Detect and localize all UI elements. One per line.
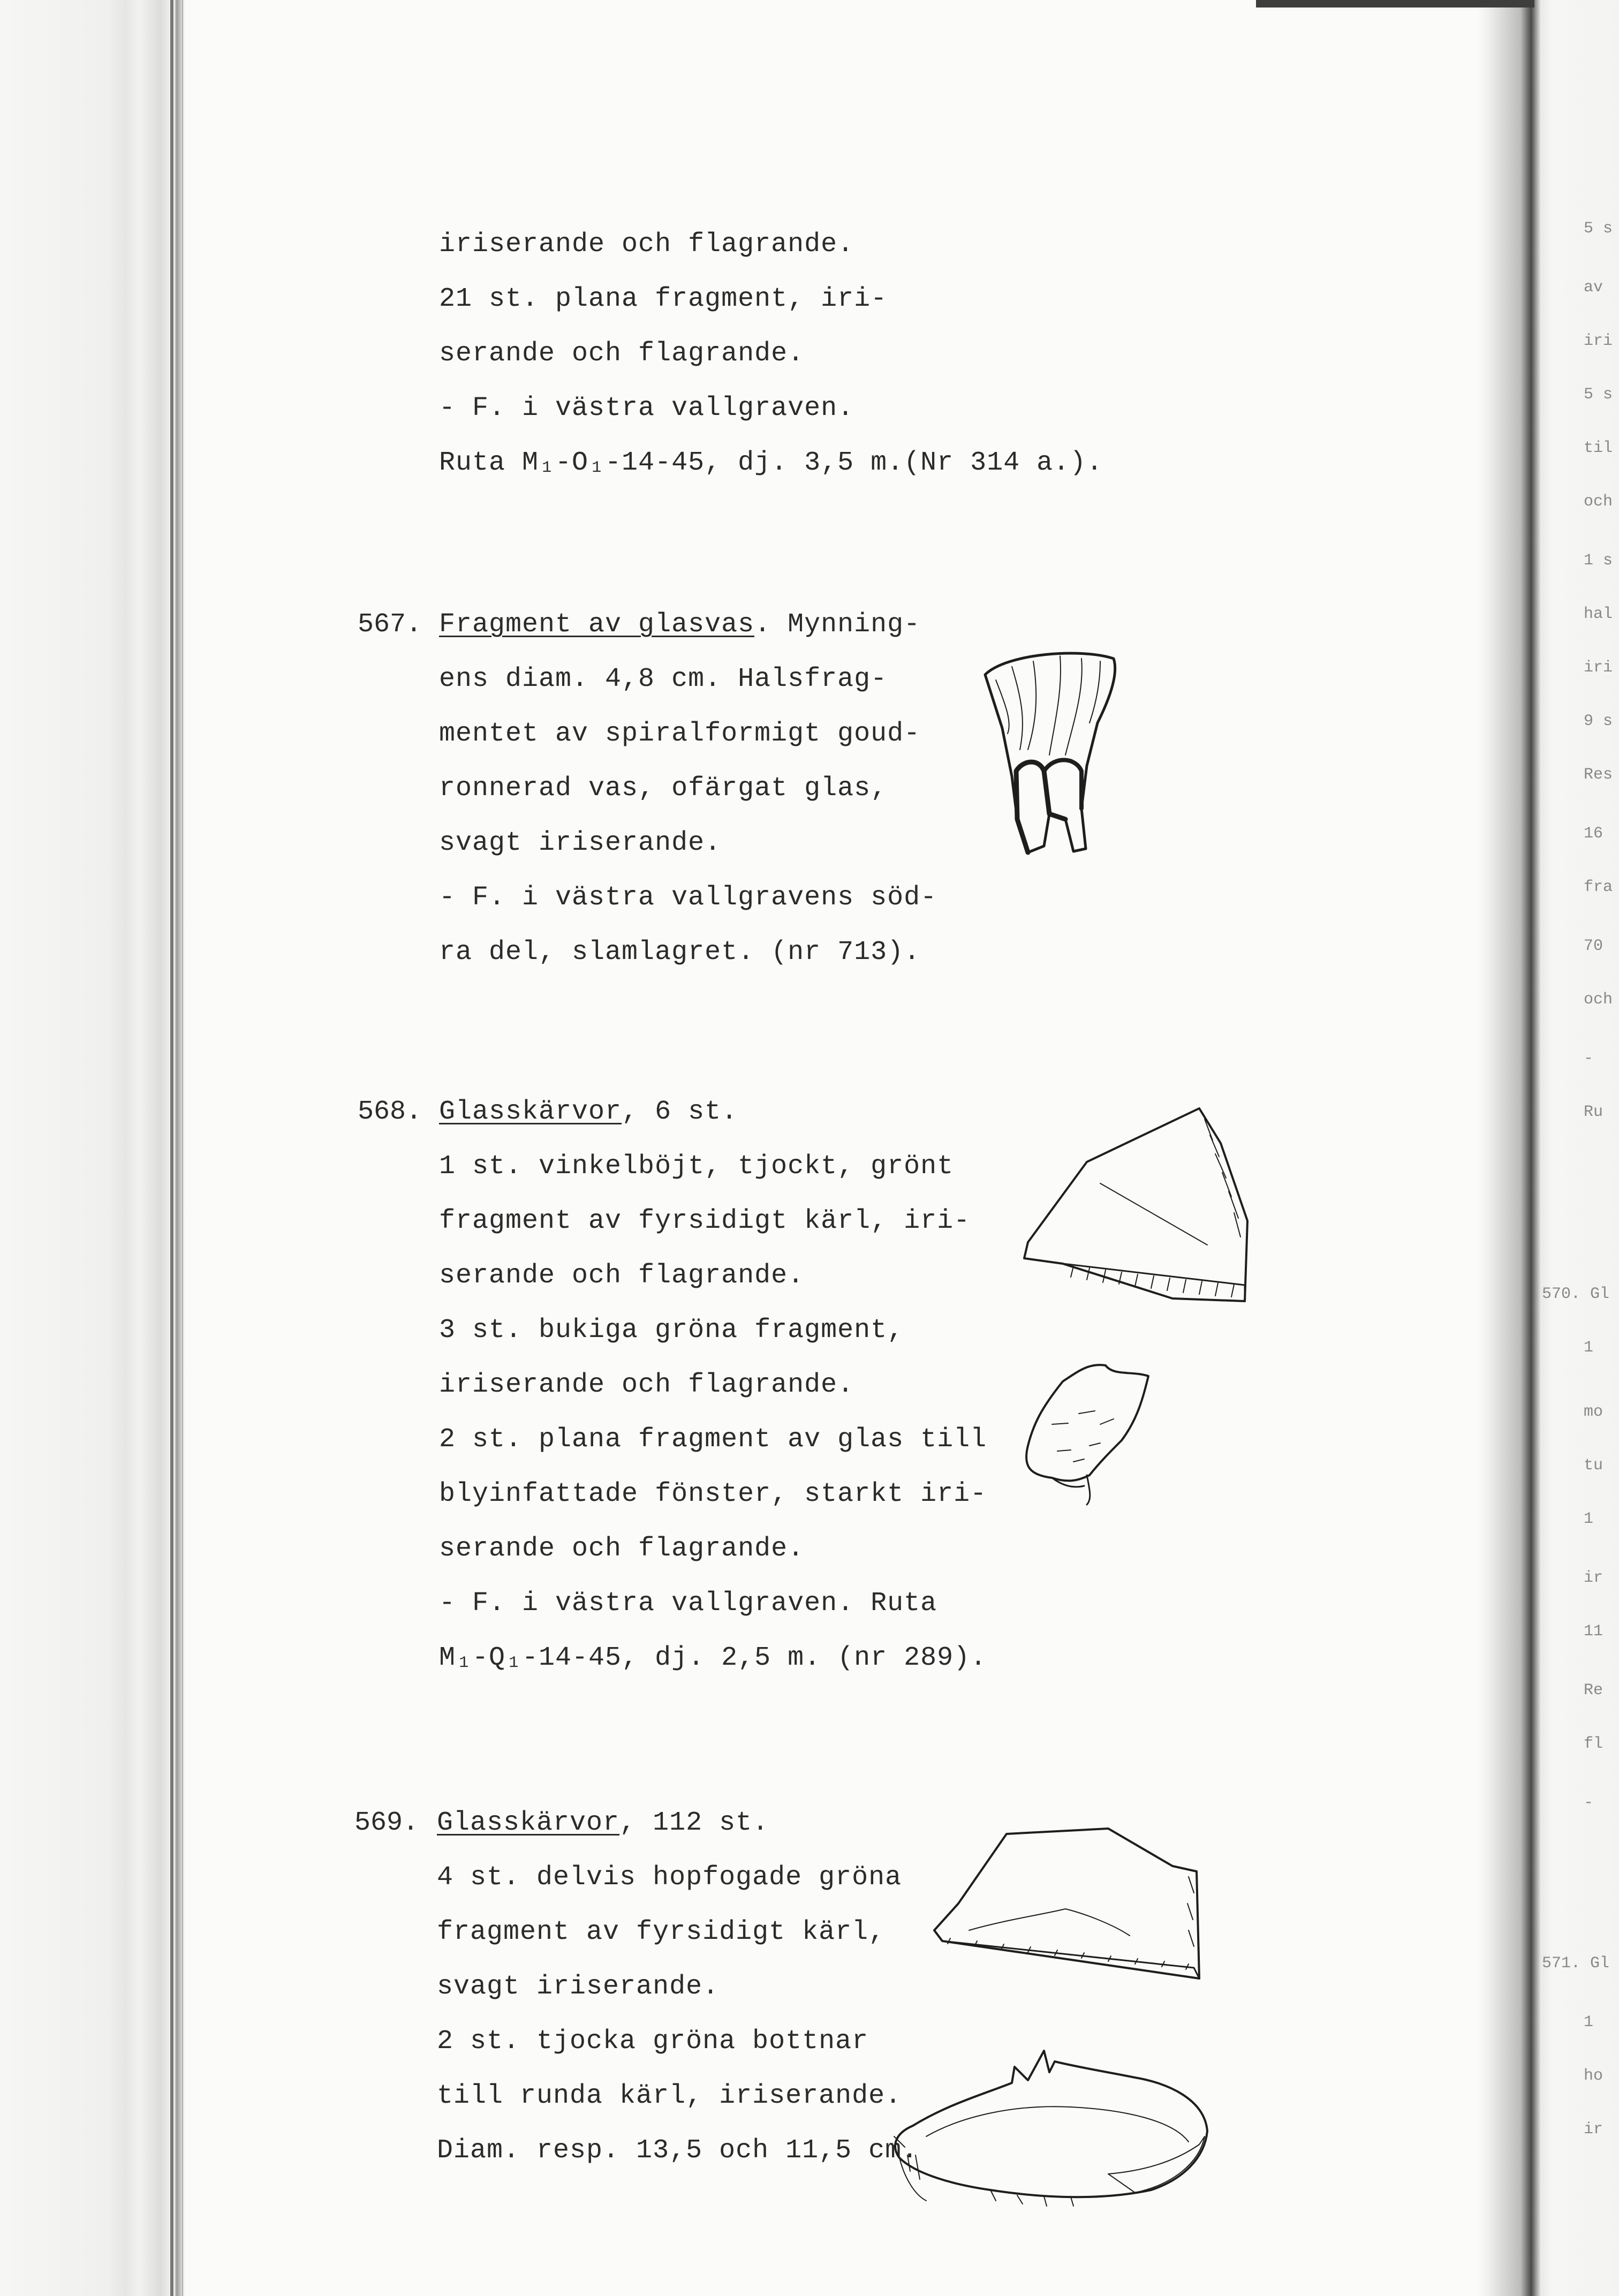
text-line: M₁-Q₁-14-45, dj. 2,5 m. (nr 289). [439,1643,987,1673]
entry-number: 567. [358,609,422,640]
angled-fragment-drawing [1020,1103,1255,1312]
entry-title: Glasskärvor [437,1808,620,1838]
adjacent-page-fragment: 1 [1584,1510,1594,1528]
adjacent-page-fragment: Res [1584,766,1613,784]
text-line: 21 st. plana fragment, iri- [439,284,888,314]
text-line: serande och flagrande. [439,1534,805,1564]
text-line: - F. i västra vallgraven. Ruta [439,1588,937,1619]
text-line: blyinfattade fönster, starkt iri- [439,1479,987,1509]
adjacent-page-fragment: fl [1584,1735,1603,1753]
text-line: Diam. resp. 13,5 och 11,5 cm. [437,2135,919,2166]
bulged-fragment-drawing [1020,1360,1159,1510]
entry-title: Glasskärvor [439,1097,622,1127]
adjacent-page-fragment: 1 [1584,2013,1594,2031]
gutter-edge-line [170,0,173,2296]
text-line: - F. i västra vallgraven. [439,393,854,424]
adjacent-page-fragment: 5 s [1584,220,1613,238]
adjacent-page-fragment: och [1584,991,1613,1009]
adjacent-page-fragment: 11 [1584,1622,1603,1641]
text-line: 4 st. delvis hopfogade gröna [437,1862,902,1893]
book-gutter [0,0,193,2296]
text-line: ronnerad vas, ofärgat glas, [439,773,888,804]
text-line: serande och flagrande. [439,338,805,369]
page-top-shadow [1256,0,1534,7]
entry-heading [439,1097,738,1127]
adjacent-page-fragment: 16 [1584,825,1603,843]
text-line: Ruta M₁-O₁-14-45, dj. 3,5 m.(Nr 314 a.). [439,448,1103,478]
adjacent-page-fragment: iri [1584,659,1613,677]
text-line: 2 st. tjocka gröna bottnar [437,2026,869,2057]
text-line: fragment av fyrsidigt kärl, [437,1917,886,1947]
text-line: 2 st. plana fragment av glas till [439,1424,987,1455]
adjacent-page-fragment: 1 [1584,1339,1594,1357]
adjacent-page-fragment: 5 s [1584,386,1613,404]
text-line: mentet av spiralformigt goud- [439,719,921,749]
entry-number: 569. [354,1808,419,1838]
text-line: iriserande och flagrande. [439,1370,854,1400]
adjacent-page-fragment: fra [1584,878,1613,896]
adjacent-page-fragment: 571. Gl [1542,1954,1610,1973]
text-line: iriserande och flagrande. [439,229,854,260]
entry-heading [437,1808,769,1838]
entry-number: 568. [358,1097,422,1127]
text-line: ens diam. 4,8 cm. Halsfrag- [439,664,888,694]
adjacent-page-fragment: til [1584,439,1613,457]
four-sided-vessel-fragment-drawing [926,1823,1205,1995]
adjacent-page-fragment: tu [1584,1456,1603,1475]
text-line: - F. i västra vallgravens söd- [439,882,937,913]
adjacent-page-fragment: mo [1584,1403,1603,1421]
adjacent-page-fragment: - [1584,1794,1594,1812]
text-line: ra del, slamlagret. (nr 713). [439,937,921,968]
adjacent-page-fragment: 9 s [1584,712,1613,730]
vase-neck-fragment-drawing [974,643,1135,867]
adjacent-page-fragment: ho [1584,2067,1603,2085]
adjacent-page-fragment: och [1584,493,1613,511]
text-line: 1 st. vinkelböjt, tjockt, grönt [439,1151,954,1182]
entry-heading [439,609,920,640]
entry-title-rest: . Mynning- [754,609,921,640]
entry-title-rest: , 112 st. [619,1808,769,1838]
gutter-edge-line [182,0,183,2296]
entry-title: Fragment av glasvas [439,609,755,640]
adjacent-page-fragment: 570. Gl [1542,1285,1610,1303]
adjacent-page-fragment: av [1584,278,1603,297]
adjacent-page-fragment: iri [1584,332,1613,350]
adjacent-page-fragment: - [1584,1049,1594,1068]
adjacent-page-fragment: 1 s [1584,552,1613,570]
round-vessel-bottom-drawing [883,2040,1215,2222]
text-line: till runda kärl, iriserande. [437,2081,902,2111]
adjacent-page-fragment: Ru [1584,1103,1603,1121]
adjacent-page-fragment: ir [1584,2120,1603,2139]
text-line: serande och flagrande. [439,1260,805,1291]
text-line: fragment av fyrsidigt kärl, iri- [439,1206,971,1236]
adjacent-page-fragment: 70 [1584,937,1603,955]
adjacent-page-fragment: Re [1584,1681,1603,1700]
text-line: svagt iriserande. [437,1972,720,2002]
text-line: svagt iriserande. [439,828,722,858]
entry-title-rest: , 6 st. [622,1097,738,1127]
text-line: 3 st. bukiga gröna fragment, [439,1315,904,1346]
adjacent-page-fragment: ir [1584,1569,1603,1587]
adjacent-page-fragment: hal [1584,605,1613,623]
